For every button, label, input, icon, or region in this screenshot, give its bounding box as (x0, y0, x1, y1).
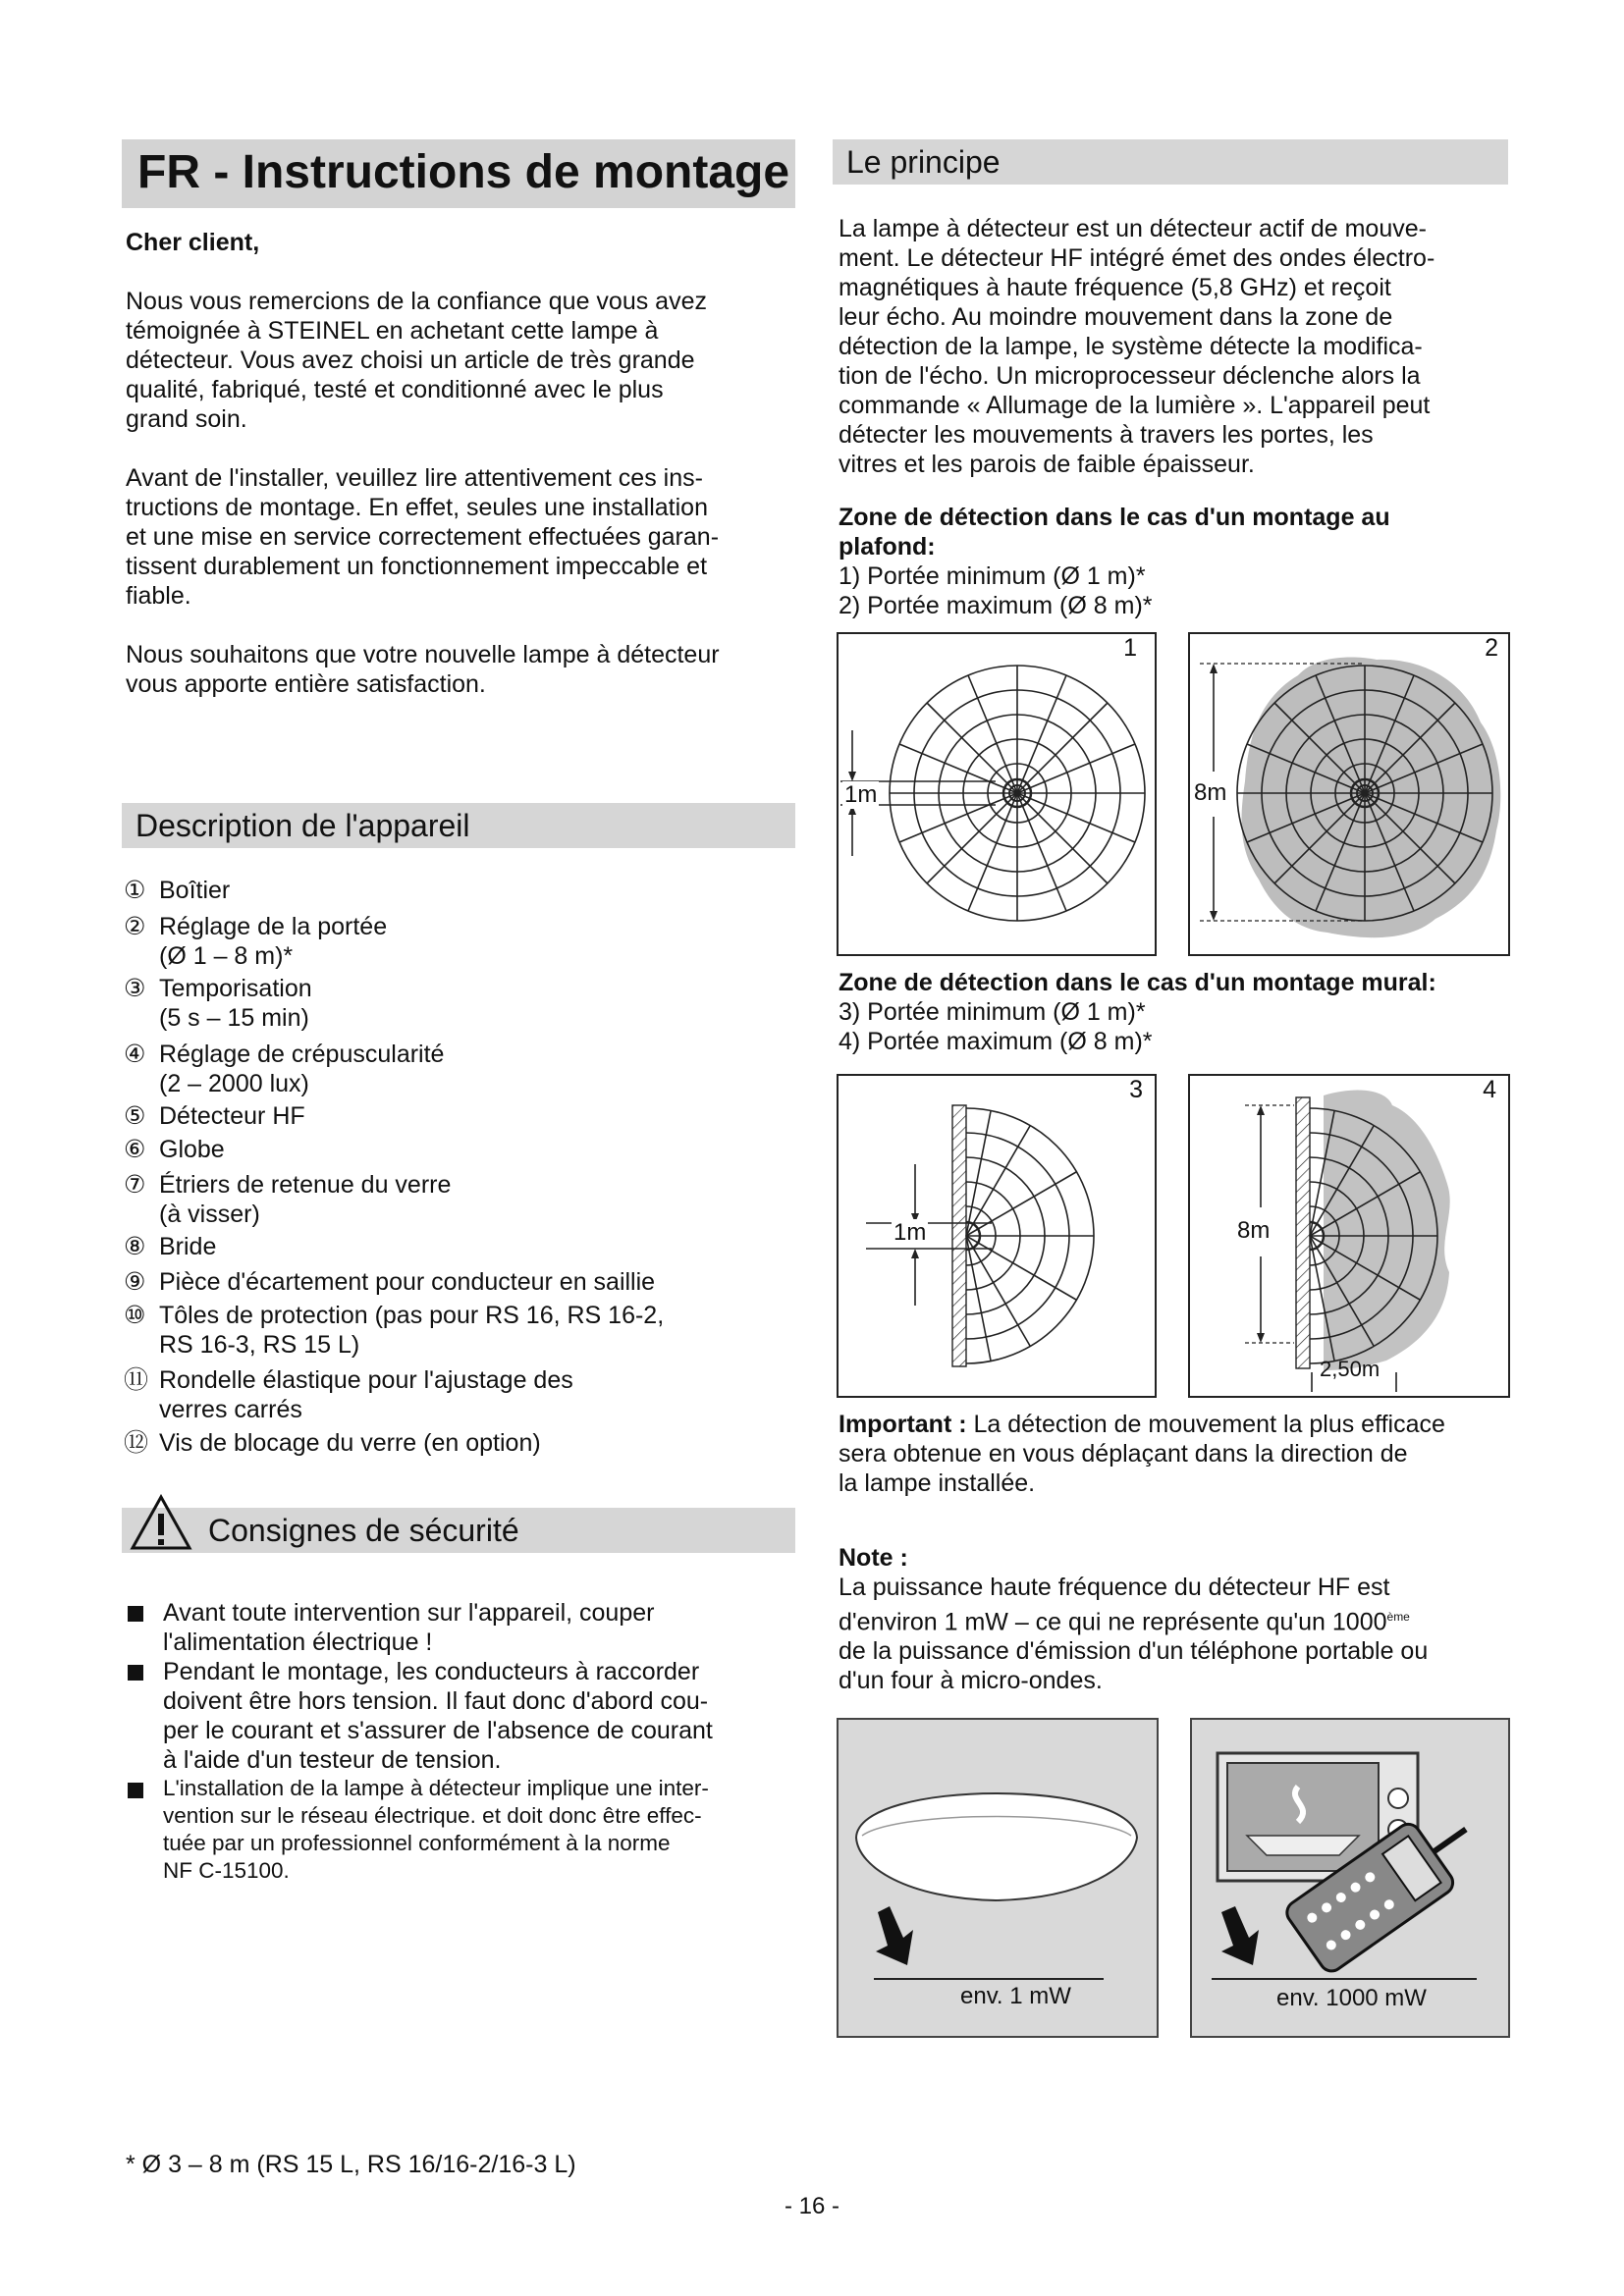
microwave-phone-illustration (1190, 1718, 1510, 2038)
page-title-box (122, 139, 795, 208)
text-line: per le courant et s'assurer de l'absence de courant (163, 1717, 713, 1744)
ceiling-title: Zone de détection dans le cas d'un montage au (839, 504, 1390, 531)
text-line: témoignée à STEINEL en achetant cette lampe à (126, 317, 659, 345)
wall-min-diagram (839, 1076, 1155, 1396)
ceiling-max-diagram (1190, 634, 1508, 954)
text-line: doivent être hors tension. Il faut donc d'abord cou- (163, 1687, 709, 1715)
intro-paragraph-1 (126, 287, 707, 434)
page-number: - 16 - (784, 2193, 839, 2219)
item-detail: RS 16-3, RS 15 L) (159, 1331, 360, 1359)
bullet-icon (128, 1665, 143, 1681)
item-detail: (Ø 1 – 8 m)* (159, 942, 294, 970)
safety-bullet-3 (163, 1775, 709, 1885)
text-line: L'installation de la lampe à détecteur implique une inter- (163, 1776, 709, 1800)
text-line: magnétiques à haute fréquence (5,8 GHz) et reçoit (839, 274, 1391, 301)
superscript: ème (1386, 1610, 1410, 1624)
item-number: ⑥ (124, 1136, 146, 1163)
text-line: ment. Le détecteur HF intégré émet des ondes électro- (839, 244, 1435, 272)
text-line: et une mise en service correctement effectuées garan- (126, 523, 720, 551)
item-number: ⑧ (124, 1233, 146, 1260)
list-item (124, 1040, 811, 1101)
item-number: ⑤ (124, 1102, 146, 1130)
item-number: ④ (124, 1041, 146, 1068)
dimension-label: 8m (1194, 779, 1227, 806)
safety-heading: Consignes de sécurité (208, 1513, 519, 1548)
text-line: sera obtenue en vous déplaçant dans la direction de (839, 1440, 1408, 1468)
dimension-label: 1m (844, 781, 878, 808)
description-heading: Description de l'appareil (135, 808, 470, 843)
item-label: Bride (159, 1233, 217, 1260)
intro-paragraph-3 (126, 640, 720, 699)
item-label: Vis de blocage du verre (en option) (159, 1429, 541, 1457)
list-item (124, 1301, 811, 1365)
text-line: détecteur. Vous avez choisi un article de très grande (126, 347, 695, 374)
wall-min: 3) Portée minimum (Ø 1 m)* (839, 998, 1146, 1026)
list-item (124, 1101, 811, 1135)
power-caption: env. 1000 mW (1276, 1985, 1427, 2011)
text-line: grand soin. (126, 405, 247, 433)
item-label: Globe (159, 1136, 225, 1163)
text-line: vention sur le réseau électrique. et doit donc être effec- (163, 1803, 702, 1828)
dimension-label: 8m (1237, 1217, 1271, 1244)
list-item (124, 1428, 811, 1460)
text-line: leur écho. Au moindre mouvement dans la zone de (839, 303, 1393, 331)
figure-ceiling-max (1188, 632, 1510, 956)
important-label: Important : (839, 1411, 967, 1438)
description-list (124, 876, 811, 1460)
wall-title: Zone de détection dans le cas d'un montage mural: (839, 969, 1436, 996)
item-label: Réglage de la portée (159, 913, 388, 940)
ceiling-min: 1) Portée minimum (Ø 1 m)* (839, 562, 1146, 590)
item-number: ⑨ (124, 1268, 146, 1296)
item-number: ② (124, 913, 146, 940)
figure-ceiling-min (837, 632, 1157, 956)
greeting: Cher client, (126, 229, 260, 256)
item-label: Tôles de protection (pas pour RS 16, RS 16-2, (159, 1302, 665, 1329)
text-line: La lampe à détecteur est un détecteur actif de mouve- (839, 215, 1427, 242)
text-line: Nous vous remercions de la confiance que vous avez (126, 288, 707, 315)
text-line: vitres et les parois de faible épaisseur. (839, 451, 1255, 478)
figure-wall-max (1188, 1074, 1510, 1398)
list-item (124, 1365, 811, 1428)
text-line: La détection de mouvement la plus efficace (966, 1411, 1445, 1438)
text-line: l'alimentation électrique ! (163, 1629, 433, 1656)
item-number: ⑩ (124, 1302, 146, 1329)
bullet-icon (128, 1606, 143, 1622)
item-number: ⑫ (124, 1429, 149, 1457)
list-item (124, 876, 811, 907)
item-detail: verres carrés (159, 1396, 302, 1423)
ceiling-title: plafond: (839, 533, 936, 561)
figure-number: 1 (1123, 634, 1137, 662)
item-detail: (5 s – 15 min) (159, 1004, 309, 1032)
lamp-illustration (837, 1718, 1159, 2038)
footnote: * Ø 3 – 8 m (RS 15 L, RS 16/16-2/16-3 L) (126, 2151, 576, 2178)
list-item (124, 1232, 811, 1267)
safety-bullet-2 (163, 1657, 713, 1775)
text-line: d'environ 1 mW – ce qui ne représente qu'un 1000 (839, 1608, 1387, 1636)
list-item (124, 1135, 811, 1170)
figure-number: 2 (1485, 634, 1498, 662)
figure-wall-min (837, 1074, 1157, 1398)
item-label: Étriers de retenue du verre (159, 1171, 452, 1199)
text-line: d'un four à micro-ondes. (839, 1667, 1103, 1695)
list-item (124, 1267, 811, 1301)
text-line: à l'aide d'un testeur de tension. (163, 1746, 502, 1774)
text-line: tissent durablement un fonctionnement impeccable et (126, 553, 708, 580)
figure-number: 3 (1129, 1076, 1143, 1103)
text-line: Avant toute intervention sur l'appareil, couper (163, 1599, 655, 1627)
safety-bullet-1 (163, 1598, 654, 1657)
ceiling-zone (839, 503, 1390, 620)
list-item (124, 1170, 811, 1232)
item-number: ① (124, 877, 146, 904)
item-detail: (2 – 2000 lux) (159, 1070, 309, 1097)
ceiling-min-diagram (839, 634, 1155, 954)
text-line: tion de l'écho. Un microprocesseur déclenche alors la (839, 362, 1421, 390)
text-line: vous apporte entière satisfaction. (126, 670, 486, 698)
dimension-label: 1m (893, 1219, 927, 1246)
item-label: Pièce d'écartement pour conducteur en saillie (159, 1268, 656, 1296)
text-line: qualité, fabriqué, testé et conditionné avec le plus (126, 376, 664, 403)
bullet-icon (128, 1783, 143, 1798)
description-header (122, 803, 795, 848)
text-line: détection de la lampe, le système détecte la modifica- (839, 333, 1423, 360)
text-line: Pendant le montage, les conducteurs à raccorder (163, 1658, 700, 1685)
text-line: NF C-15100. (163, 1858, 290, 1883)
wall-max: 4) Portée maximum (Ø 8 m)* (839, 1028, 1153, 1055)
note-label: Note : (839, 1544, 908, 1572)
item-label: Réglage de crépuscularité (159, 1041, 445, 1068)
text-line: Avant de l'installer, veuillez lire attentivement ces ins- (126, 464, 703, 492)
item-number: ③ (124, 975, 146, 1002)
warning-icon (130, 1494, 192, 1551)
list-item (124, 912, 811, 974)
item-label: Rondelle élastique pour l'ajustage des (159, 1366, 573, 1394)
item-label: Boîtier (159, 877, 231, 904)
item-number: ⑦ (124, 1171, 146, 1199)
principle-text (839, 214, 1435, 479)
width-label: 2,50m (1320, 1357, 1380, 1381)
intro-paragraph-2 (126, 463, 719, 611)
item-number: ⑪ (124, 1366, 149, 1394)
item-label: Détecteur HF (159, 1102, 305, 1130)
text-line: Nous souhaitons que votre nouvelle lampe à détecteur (126, 641, 720, 668)
figure-number: 4 (1483, 1076, 1496, 1103)
text-line: de la puissance d'émission d'un téléphone portable ou (839, 1637, 1429, 1666)
principle-header (833, 139, 1508, 185)
text-line: fiable. (126, 582, 191, 610)
text-line: détecter les mouvements à travers les portes, les (839, 421, 1374, 449)
important-note (839, 1410, 1445, 1498)
safety-header (122, 1508, 795, 1553)
note-block (839, 1543, 1428, 1695)
principle-heading: Le principe (846, 144, 1001, 180)
ceiling-max: 2) Portée maximum (Ø 8 m)* (839, 592, 1153, 619)
text-line: tuée par un professionnel conformément à la norme (163, 1831, 671, 1855)
page-title: FR - Instructions de montage (137, 146, 790, 198)
list-item (124, 974, 811, 1036)
power-caption: env. 1 mW (960, 1983, 1071, 2009)
text-line: La puissance haute fréquence du détecteur HF est (839, 1574, 1390, 1601)
item-detail: (à visser) (159, 1201, 260, 1228)
wall-zone (839, 968, 1436, 1056)
text-line: tructions de montage. En effet, seules une installation (126, 494, 708, 521)
item-label: Temporisation (159, 975, 312, 1002)
text-line: commande « Allumage de la lumière ». L'appareil peut (839, 392, 1431, 419)
text-line: la lampe installée. (839, 1469, 1036, 1497)
